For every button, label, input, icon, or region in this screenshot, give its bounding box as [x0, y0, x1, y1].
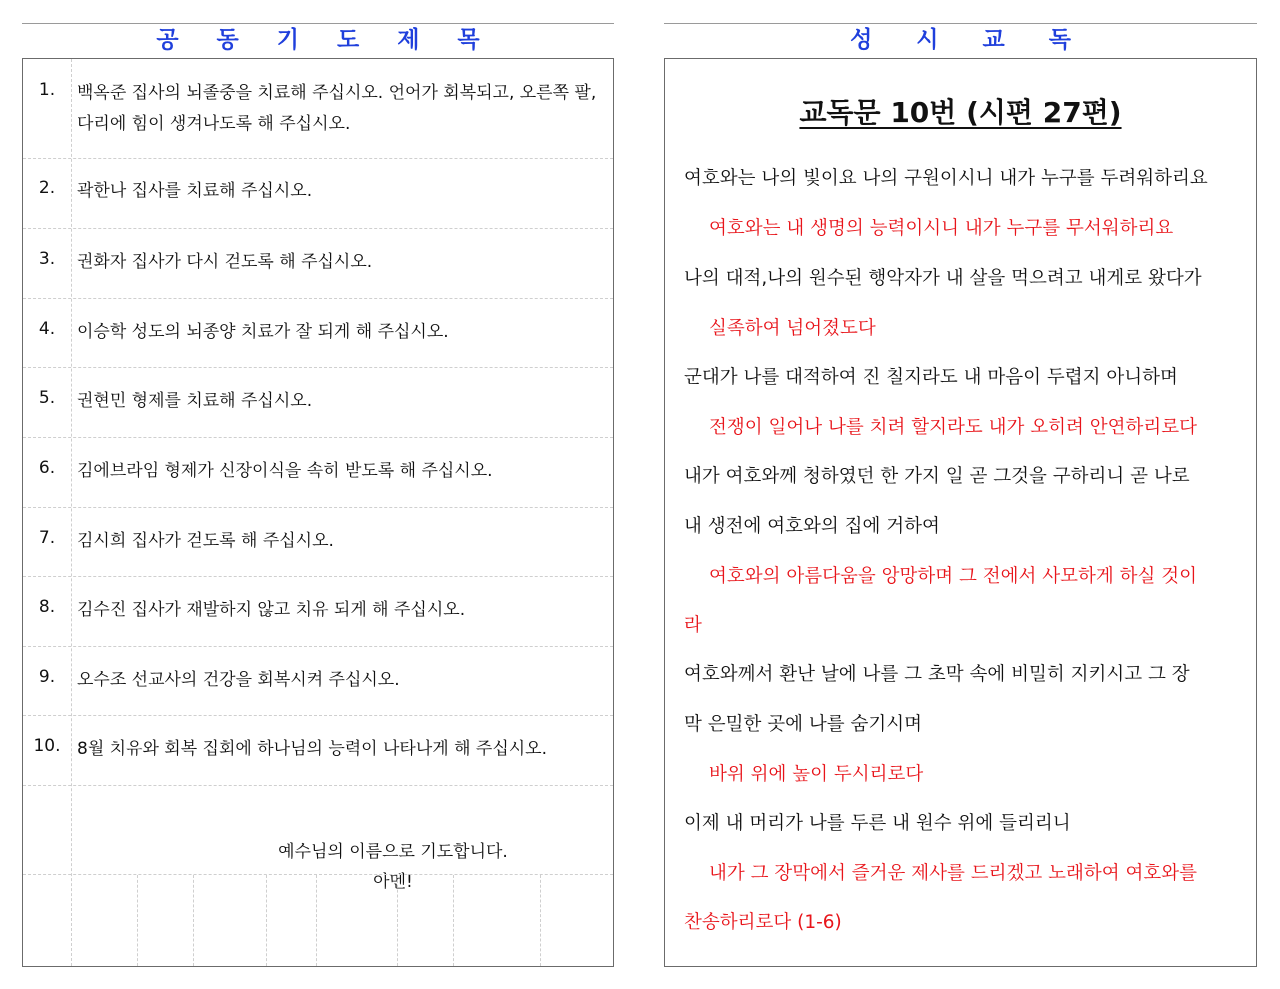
prayer-item-5 — [23, 367, 613, 438]
prayer-number: 8. — [38, 597, 56, 617]
verse-line-1: 여호와는 나의 빛이요 나의 구원이시니 내가 누구를 두려워하리요 — [684, 168, 1208, 189]
prayer-text: 백옥준 집사의 뇌졸중을 치료해 주십시오. 언어가 회복되고, 오른쪽 팔, 다리에 힘이 생겨나도록 해 주십시오. — [77, 83, 597, 134]
verse-line-13: 바위 위에 높이 두시리로다 — [709, 764, 924, 785]
reading-title — [665, 91, 1256, 131]
prayer-item-7 — [23, 507, 613, 577]
prayer-text: 오수조 선교사의 건강을 회복시켜 주십시오. — [77, 670, 400, 690]
reading-box — [664, 58, 1257, 967]
prayer-item-10 — [23, 715, 613, 786]
verse-line-3: 나의 대적,나의 원수된 행악자가 내 살을 먹으려고 내게로 왔다가 — [684, 268, 1202, 289]
prayer-text: 김수진 집사가 재발하지 않고 치유 되게 해 주십시오. — [77, 600, 466, 620]
prayer-item-2 — [23, 158, 613, 229]
verse-line-16: 찬송하리로다 (1-6) — [684, 912, 842, 933]
reading-header-title: 성시교독 — [850, 27, 1115, 53]
prayer-item-9 — [23, 646, 613, 716]
bottom-grid — [23, 874, 613, 966]
verse-line-15: 내가 그 장막에서 즐거운 제사를 드리겠고 노래하여 여호와를 — [709, 863, 1197, 884]
prayer-number: 3. — [38, 249, 56, 269]
prayer-number: 7. — [38, 528, 56, 548]
prayer-item-3 — [23, 228, 613, 299]
verse-line-12: 막 은밀한 곳에 나를 숨기시며 — [684, 714, 922, 735]
verse-line-4: 실족하여 넘어졌도다 — [709, 318, 876, 339]
verse-line-5: 군대가 나를 대적하여 진 칠지라도 내 마음이 두렵지 아니하며 — [684, 367, 1178, 388]
prayer-number: 1. — [38, 80, 56, 100]
prayer-item-6 — [23, 437, 613, 508]
verse-line-14: 이제 내 머리가 나를 두른 내 원수 위에 들리리니 — [684, 813, 1071, 834]
verse-line-2: 여호와는 내 생명의 능력이시니 내가 누구를 무서워하리요 — [709, 218, 1174, 239]
verse-line-10: 라 — [684, 615, 702, 636]
prayer-text: 이승학 성도의 뇌종양 치료가 잘 되게 해 주십시오. — [77, 322, 449, 342]
reading-title-text: 교독문 10번 (시편 27편) — [799, 96, 1122, 129]
verse-line-11: 여호와께서 환난 날에 나를 그 초막 속에 비밀히 지키시고 그 장 — [684, 664, 1190, 685]
prayer-text: 김에브라임 형제가 신장이식을 속히 받도록 해 주십시오. — [77, 461, 493, 481]
prayer-text: 권화자 집사가 다시 걷도록 해 주십시오. — [77, 252, 373, 272]
prayer-item-8 — [23, 576, 613, 647]
prayer-item-1 — [23, 59, 613, 159]
closing-line-1: 예수님의 이름으로 기도합니다. — [278, 842, 508, 862]
prayer-text: 8월 치유와 회복 집회에 하나님의 능력이 나타나게 해 주십시오. — [77, 739, 547, 759]
closing-line-2: 아멘! — [373, 872, 413, 892]
prayer-number: 4. — [38, 319, 56, 339]
prayer-number: 9. — [38, 667, 56, 687]
prayer-text: 권현민 형제를 치료해 주십시오. — [77, 391, 313, 411]
prayer-number: 6. — [38, 458, 56, 478]
prayer-number: 10. — [33, 736, 61, 756]
prayer-number: 2. — [38, 178, 56, 198]
verse-line-6: 전쟁이 일어나 나를 치려 할지라도 내가 오히려 안연하리로다 — [709, 417, 1197, 438]
verse-line-7: 내가 여호와께 청하였던 한 가지 일 곧 그것을 구하리니 곧 나로 — [684, 466, 1190, 487]
prayer-text: 곽한나 집사를 치료해 주십시오. — [77, 181, 313, 201]
prayer-number: 5. — [38, 388, 56, 408]
verse-line-8: 내 생전에 여호와의 집에 거하여 — [684, 516, 940, 537]
prayer-item-4 — [23, 298, 613, 368]
verse-line-9: 여호와의 아름다움을 앙망하며 그 전에서 사모하게 하실 것이 — [709, 566, 1197, 587]
prayer-header-title: 공동기도제목 — [156, 27, 518, 53]
prayer-text: 김시희 집사가 걷도록 해 주십시오. — [77, 531, 334, 551]
prayer-box — [22, 58, 614, 967]
